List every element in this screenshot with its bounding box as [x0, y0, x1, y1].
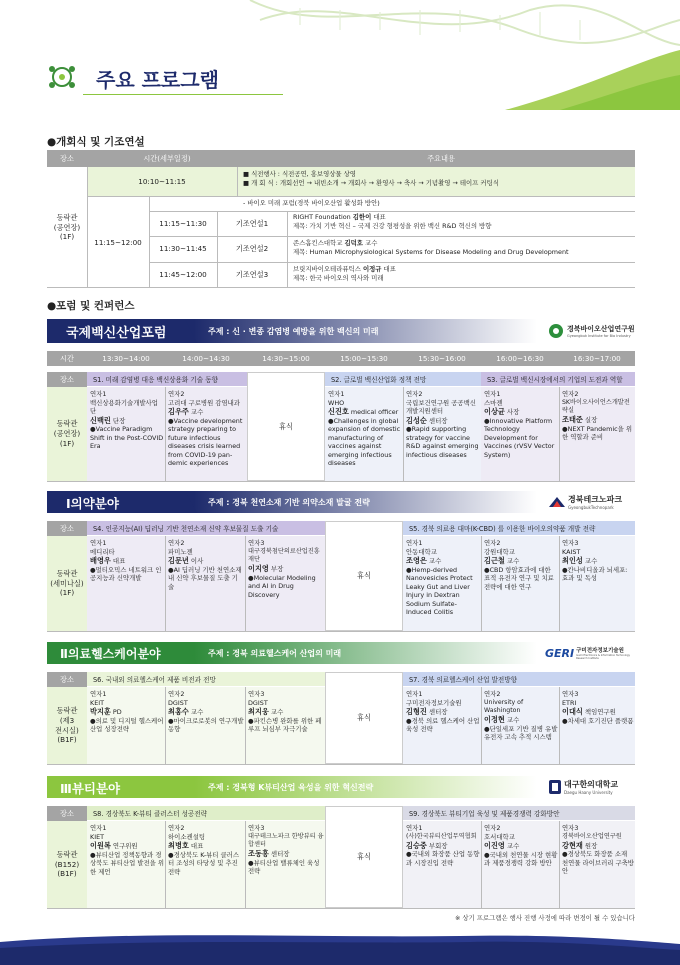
role-text: 사장: [506, 408, 520, 417]
forum-heading: ●포럼 및 컨퍼런스: [47, 300, 135, 312]
name-text: 이지영: [248, 564, 269, 574]
2-text: (B1F): [57, 869, 77, 879]
time-slot: 14:00~14:30: [182, 353, 230, 363]
logo-main-text: 경북테크노파크: [568, 495, 623, 504]
0-text: 동락관: [56, 212, 78, 222]
time-slot: 15:00~15:30: [340, 353, 388, 363]
org-text: DGIST: [248, 698, 268, 707]
name-text: 이정현: [484, 715, 505, 725]
row1-time: 10:10~11:15: [138, 177, 186, 187]
keynote2-label: 기조연설2: [235, 244, 269, 254]
s3-theme: [208, 648, 341, 659]
s2-session5: S5. 경북 의료용 대마(K-CBD) 를 이용한 바이오의약품 개발 전략: [403, 521, 635, 535]
s2-speaker: [248, 539, 324, 629]
keynote2-time: 11:30~11:45: [159, 244, 207, 254]
s4-speaker: [248, 824, 324, 906]
dhu-logo-icon: [548, 779, 562, 795]
topic-text: ●단일세포 기반 질병 유발 유전자 고속 추적 시스템: [484, 724, 558, 742]
org-text: 메디리타: [90, 547, 115, 556]
s3-logo: [545, 642, 640, 664]
tag-text: 연자2: [168, 824, 185, 832]
topic-text: ●차세대 호기진단 플랫폼: [562, 716, 634, 725]
s4-session8: S8. 경상북도 K-뷰티 클러스터 성공전략: [87, 806, 325, 820]
role-text: 교수: [365, 239, 378, 247]
s4-theme: [208, 782, 373, 793]
page-title: 주요 프로그램: [96, 68, 219, 92]
row2-time: 11:15~12:00: [94, 237, 142, 247]
tag-text: 연자3: [562, 690, 579, 698]
org-text: KIET: [90, 832, 105, 841]
s1-speaker: [484, 390, 558, 480]
role-text: 교수: [190, 708, 204, 717]
keynote1-label: 기조연설1: [235, 218, 269, 228]
time-slot: 15:30~16:00: [418, 353, 466, 363]
keynote1-info: [293, 213, 633, 235]
tag-text: 연자3: [562, 539, 579, 547]
topic-text: ●파킨슨병 완화를 위한 페루프 뇌심부 자극기술: [248, 716, 322, 734]
footer-band: [0, 930, 680, 965]
s1-place: [47, 387, 87, 481]
s1-logo: [548, 319, 638, 343]
name-text: 이원복: [90, 841, 111, 851]
tag-text: 연자1: [90, 824, 107, 832]
topic-text: ●Molecular Modeling and AI in Drug Discovery: [248, 573, 316, 599]
tag-text: 연자3: [248, 690, 265, 698]
role-text: 센터장: [270, 850, 290, 859]
org-text: 브릿지바이오테라퓨틱스: [293, 265, 361, 273]
tag-text: 연자1: [90, 539, 107, 547]
name-text: 김근철: [484, 556, 505, 566]
topic-text: ●Rapid supporting strategy for vaccine R&D against emerging infectious diseases: [406, 425, 479, 459]
topic-text: ●Innovative Platform Technology Development for Vaccines (rVSV Vector System): [484, 416, 555, 459]
s4-speaker: [484, 824, 558, 906]
s1-speaker: [168, 390, 246, 480]
0-text: 동락관: [56, 419, 78, 429]
org-text: (사)한국뷰티산업무역협회: [406, 832, 477, 840]
3-text: (B1F): [57, 735, 77, 745]
title-underline: [83, 94, 283, 95]
molecule-icon: [47, 62, 77, 92]
logo-main-text: 경북바이오산업연구원: [567, 325, 635, 333]
name-text: 최지웅: [248, 707, 269, 717]
org-text: WHO: [328, 398, 345, 407]
topic-text: ●국내외 화장품 산업 동향과 시장진입 전략: [406, 850, 480, 867]
theme-prefix-text: 주제 :: [208, 649, 230, 658]
role-text: PD: [112, 708, 122, 717]
s3-speaker: [562, 690, 634, 762]
1-text: (세미나실): [50, 578, 84, 588]
tag-text: 연자2: [168, 390, 185, 398]
tag-text: 연자2: [484, 690, 501, 698]
org-text: 경북바이오산업연구원: [562, 832, 622, 840]
s2-banner-title: Ⅰ의약분야: [66, 496, 119, 511]
0-text: 동락관: [56, 849, 78, 859]
1-text: ■ 개 회 식 : 개회선언 → 내빈소개 → 개회사 → 환영사 → 축사 → 기념촬영 → 테이프 커팅식: [243, 178, 499, 187]
s2-speaker: [562, 539, 634, 629]
keynote3-label: 기조연설3: [235, 270, 269, 280]
role-text: 센터장: [428, 416, 448, 425]
s4-logo: [548, 776, 640, 798]
name-text: 최병호: [168, 841, 189, 851]
tag-text: 연자1: [406, 690, 423, 698]
title-text: 제목: Human Microphysiological Systems for Disease Modeling and Drug Development: [293, 247, 569, 256]
topic-text: ●뷰티산업 정책동향과 경상북도 뷰티산업 발전을 위한 제언: [90, 850, 164, 876]
0-text: 동락관: [56, 706, 78, 716]
org-text: 파미노젠: [168, 547, 193, 556]
time-slot: 16:30~17:00: [573, 353, 621, 363]
role-text: 교수: [506, 842, 520, 851]
s1-place-label: 장소: [60, 374, 74, 384]
theme-prefix-text: 주제 :: [208, 327, 230, 336]
s1-session2: S2. 글로벌 백신산업화 정책 전망: [325, 372, 481, 386]
0-text: 동락관: [56, 568, 78, 578]
col-place-header: 장소: [60, 153, 74, 163]
topic-text: ●Challenges in global expansion of domestic manufacturing of vaccines against emerging infectious diseases: [328, 416, 401, 468]
org-text: DGIST: [168, 698, 188, 707]
name-text: 김승중: [406, 840, 427, 850]
role-text: 교수: [270, 708, 284, 717]
org-text: 호서대학교: [484, 832, 515, 841]
topic-text: ●경북 의료 헬스케어 산업 육성 전략: [406, 716, 480, 734]
theme-text: 경북형 K뷰티산업 육성을 위한 혁신전략: [232, 783, 374, 792]
name-text: 김덕호: [344, 239, 363, 247]
col-content-header: 주요내용: [427, 153, 455, 163]
s1-theme: [208, 326, 378, 337]
s3-speaker: [406, 690, 480, 762]
role-text: 교수: [584, 557, 598, 566]
name-text: 김문년: [168, 556, 189, 566]
0-text: ■ 식전행사 : 식전공연, 홍보영상물 상영: [243, 170, 356, 178]
org-text: 스마젠: [484, 398, 503, 407]
org-text: SK바이오사이언스개발전략실: [562, 398, 630, 414]
role-text: 교수: [506, 557, 520, 566]
s1-banner-title: 국제백신산업포럼: [66, 326, 167, 341]
topic-text: ●CBD 항암효과에 대한 표적 유전자 연구 및 치료 전략에 대한 연구: [484, 565, 554, 591]
s3-session7: S7. 경북 의료헬스케어 산업 발전방향: [403, 672, 635, 686]
theme-prefix-text: 주제 :: [208, 783, 230, 792]
s1-speaker: [90, 390, 164, 480]
org-text: University of Washington: [484, 698, 524, 714]
s3-speaker: [484, 690, 558, 762]
role-text: 단장: [112, 416, 126, 425]
s2-place: [47, 536, 87, 631]
s1-speaker: [562, 390, 634, 480]
topic-text: ●Vaccine development strategy preparing to future infectious diseases crisis learned from COVID-19 pan-demic experiences: [168, 416, 243, 468]
s3-speaker: [248, 690, 324, 762]
forum-line: - 바이오 미래 포럼(경북 바이오산업 활성화 방안): [243, 199, 380, 207]
gbib-logo-icon: [548, 323, 564, 339]
name-text: 김형진: [406, 707, 427, 717]
keynote3-info: [293, 265, 633, 287]
org-text: 구미전자정보기술원: [406, 698, 462, 707]
s4-speaker: [406, 824, 480, 906]
keynote3-time: 11:45~12:00: [159, 270, 207, 280]
name-text: 조동흥: [248, 849, 269, 859]
org-text: 백신상용화기술개발사업단: [90, 398, 158, 416]
org-text: 대구경북첨단의료산업진흥재단: [248, 547, 320, 563]
tag-text: 연자1: [328, 390, 345, 398]
org-text: ETRI: [562, 698, 577, 707]
s4-banner-title: Ⅲ뷰티분야: [60, 781, 121, 796]
s3-place: [47, 687, 87, 764]
opening-table: [47, 150, 635, 288]
name-text: 조태준: [562, 415, 583, 425]
s3-speaker: [90, 690, 164, 762]
role-text: 부장: [270, 565, 284, 574]
opening-heading: ●개회식 및 기조연설: [47, 136, 145, 148]
tag-text: 연자3: [248, 539, 265, 547]
topic-text: ●마이크로로봇의 연구개발동향: [168, 716, 244, 734]
role-text: 교수: [190, 408, 204, 417]
s2-speaker: [406, 539, 480, 629]
role-text: 대표: [112, 557, 126, 566]
role-text: 원장: [584, 841, 598, 850]
org-text: 대구테크노파크 한방뷰티 융합센터: [248, 832, 324, 848]
name-text: 김성순: [406, 415, 427, 425]
tag-text: 연자1: [406, 824, 423, 832]
role-text: 책임연구원: [584, 708, 616, 717]
s3-session6: S6. 국내외 의료헬스케어 제품 비전과 전망: [87, 672, 325, 686]
tag-text: 연자2: [406, 390, 423, 398]
topic-text: ●Hemp-derived Nanovesicles Protect Leaky Gut and Liver Injury in Dextran Sodium Sulfate-Induced Colitis: [406, 565, 473, 617]
role-text: 실장: [584, 416, 598, 425]
role-text: 대표: [190, 842, 204, 851]
s2-speaker: [484, 539, 558, 629]
tag-text: 연자1: [90, 690, 107, 698]
keynote2-info: [293, 239, 633, 261]
tag-text: 연자2: [168, 690, 185, 698]
col-time-header: 시간(세부일정): [143, 153, 191, 163]
logo-sub-text: GyeongbukTechnopark: [568, 505, 614, 510]
role-text: 대표: [373, 213, 386, 221]
name-text: 배영우: [90, 556, 111, 566]
org-text: 국립보건연구원 공공백신개발지원센터: [406, 398, 476, 416]
name-text: 최인성: [562, 556, 583, 566]
org-text: KAIST: [562, 547, 581, 556]
org-text: 안동대학교: [406, 547, 437, 556]
s2-break: 휴식: [357, 571, 371, 581]
name-text: 최홍수: [168, 707, 189, 717]
name-text: 이대식: [562, 707, 583, 717]
name-text: 박지훈: [90, 707, 111, 717]
s3-break: 휴식: [357, 713, 371, 723]
s1-speaker: [406, 390, 480, 480]
role-text: 대표: [383, 265, 396, 273]
s2-session4: S4. 인공지능(AI) 딥러닝 기반 천연소재 신약 후보물질 도출 기술: [87, 521, 325, 535]
org-text: 고려대 구로병원 감염내과: [168, 398, 240, 407]
s3-banner-title: Ⅱ의료헬스케어분야: [60, 647, 161, 661]
s2-theme: [208, 497, 370, 508]
2-text: 전시실): [55, 725, 79, 735]
topic-text: ●칸나비디올과 뇌세포: 효과 및 독성: [562, 565, 628, 583]
tag-text: 연자1: [406, 539, 423, 547]
topic-text: ●국내외 천연물 시장 현황과 제품경쟁력 강화 방안: [484, 850, 558, 868]
s2-logo: [548, 491, 638, 513]
theme-text: 경북 의료헬스케어 산업의 미래: [232, 649, 342, 658]
name-text: 김우주: [168, 407, 189, 417]
role-text: 교수: [506, 716, 520, 725]
logo-text-text: 구미전자정보기술원: [576, 648, 624, 654]
theme-text: 신 · 변종 감염병 예방을 위한 백신의 미래: [232, 327, 379, 336]
geri-logo-mark: GERI: [545, 646, 575, 660]
name-text: 신진호: [328, 407, 349, 417]
tag-text: 연자3: [562, 824, 579, 832]
role-text: 부회장: [428, 841, 448, 850]
tag-text: 연자3: [248, 824, 265, 832]
place-text: [47, 167, 87, 288]
keynote1-time: 11:15~11:30: [159, 218, 207, 228]
s4-place: [47, 821, 87, 908]
s1-session1: S1. 미래 감염병 대응 백신상용화 기술 동향: [87, 372, 247, 386]
role-text: 센터장: [428, 708, 448, 717]
name-text: 이상균: [484, 407, 505, 417]
logo-sub-text: Daegu Haany University: [564, 790, 613, 795]
name-text: 이정규: [362, 265, 382, 273]
1-text: (B152): [54, 859, 80, 869]
s1-speaker: [328, 390, 402, 480]
topic-text: ●의료 및 디지털 헬스케어 산업 성장전략: [90, 716, 164, 734]
s3-speaker: [168, 690, 244, 762]
topic-text: ●멀티오믹스 네트워크 인공지능과 신약개발: [90, 565, 162, 583]
s1-break: 휴식: [279, 421, 293, 431]
gbtp-logo-icon: [548, 495, 566, 509]
topic-text: ●Vaccine Paradigm Shift in the Post-COVID Era: [90, 425, 164, 451]
title-text: 제목: 한국 바이오의 역사와 미래: [293, 273, 384, 282]
1-text: (공연장): [53, 222, 81, 232]
org-text: 강원대학교: [484, 547, 515, 556]
tag-text: 연자2: [484, 824, 501, 832]
s3-place-label: 장소: [60, 674, 74, 684]
row1-content: [243, 170, 633, 196]
2-text: (1F): [59, 588, 75, 598]
role-text: medical officer: [350, 408, 399, 417]
logo-sub-text: Gumi Electronics & Information Technology Research Institute: [576, 654, 630, 660]
theme-prefix-text: 주제 :: [208, 498, 230, 507]
s4-session9: S9. 경상북도 뷰티기업 육성 및 제품경쟁력 강화방안: [403, 806, 635, 820]
topic-text: ●경상북도 K-뷰티 클러스터 조성의 타당성 및 추진 전략: [168, 850, 240, 876]
name-text: 조영은: [406, 556, 427, 566]
topic-text: ●경상북도 화장품 소재 천연물 라이브러리 구축방안: [562, 850, 634, 876]
tag-text: 연자2: [484, 539, 501, 547]
s2-speaker: [90, 539, 164, 629]
s4-break: 휴식: [357, 852, 371, 862]
tag-text: 연자2: [168, 539, 185, 547]
s4-speaker: [90, 824, 164, 906]
tag-text: 연자2: [562, 390, 579, 398]
topic-text: ●뷰티산업 밸류체인 육성전략: [248, 858, 320, 876]
time-slot: 14:30~15:00: [262, 353, 310, 363]
role-text: 연구위원: [112, 842, 138, 851]
tag-text: 연자1: [90, 390, 107, 398]
role-text: 교수: [428, 557, 442, 566]
org-text: 하이소켄설팅: [168, 832, 206, 841]
s4-place-label: 장소: [60, 808, 74, 818]
role-text: 이사: [190, 557, 204, 566]
2-text: (1F): [59, 232, 75, 242]
name-text: 강현재: [562, 840, 583, 850]
topic-text: ●AI 딥러닝 기반 천연소재내 신약 후보물질 도출 기술: [168, 565, 242, 591]
1-text: (공연장): [53, 429, 81, 439]
logo-sub-text: Gyeongbuk Institute for Bio Industry: [567, 334, 631, 338]
org-text: 존스홉킨스대학교: [293, 239, 343, 247]
tag-text: 연자1: [484, 390, 501, 398]
s4-speaker: [168, 824, 244, 906]
name-text: 김한이: [352, 213, 372, 221]
org-text: KEIT: [90, 698, 105, 707]
name-text: 이진영: [484, 841, 505, 851]
topic-text: ●NEXT Pandemic을 위한 역할과 준비: [562, 424, 633, 442]
time-slot: 13:30~14:00: [102, 353, 150, 363]
2-text: (1F): [59, 438, 75, 448]
footnote: ※ 상기 프로그램은 행사 진행 사정에 따라 변경이 될 수 있습니다: [454, 914, 635, 922]
1-text: (제3: [59, 715, 75, 725]
title-text: 제목: 가치 기반 혁신 – 국제 건강 형평성을 위한 백신 R&D 혁신의 방향: [293, 221, 492, 230]
s2-speaker: [168, 539, 244, 629]
time-header-label: 시간: [60, 353, 74, 363]
org-text: RIGHT Foundation: [293, 213, 351, 221]
s4-speaker: [562, 824, 634, 906]
s1-session3: S3. 글로벌 백신시장에서의 기업의 도전과 역할: [481, 372, 635, 386]
s2-place-label: 장소: [60, 523, 74, 533]
logo-main-text: 대구한의대학교: [564, 780, 619, 789]
name-text: 신백린: [90, 415, 111, 425]
theme-text: 경북 천연소재 기반 의약소재 발굴 전략: [232, 498, 370, 507]
time-slot: 16:00~16:30: [496, 353, 544, 363]
